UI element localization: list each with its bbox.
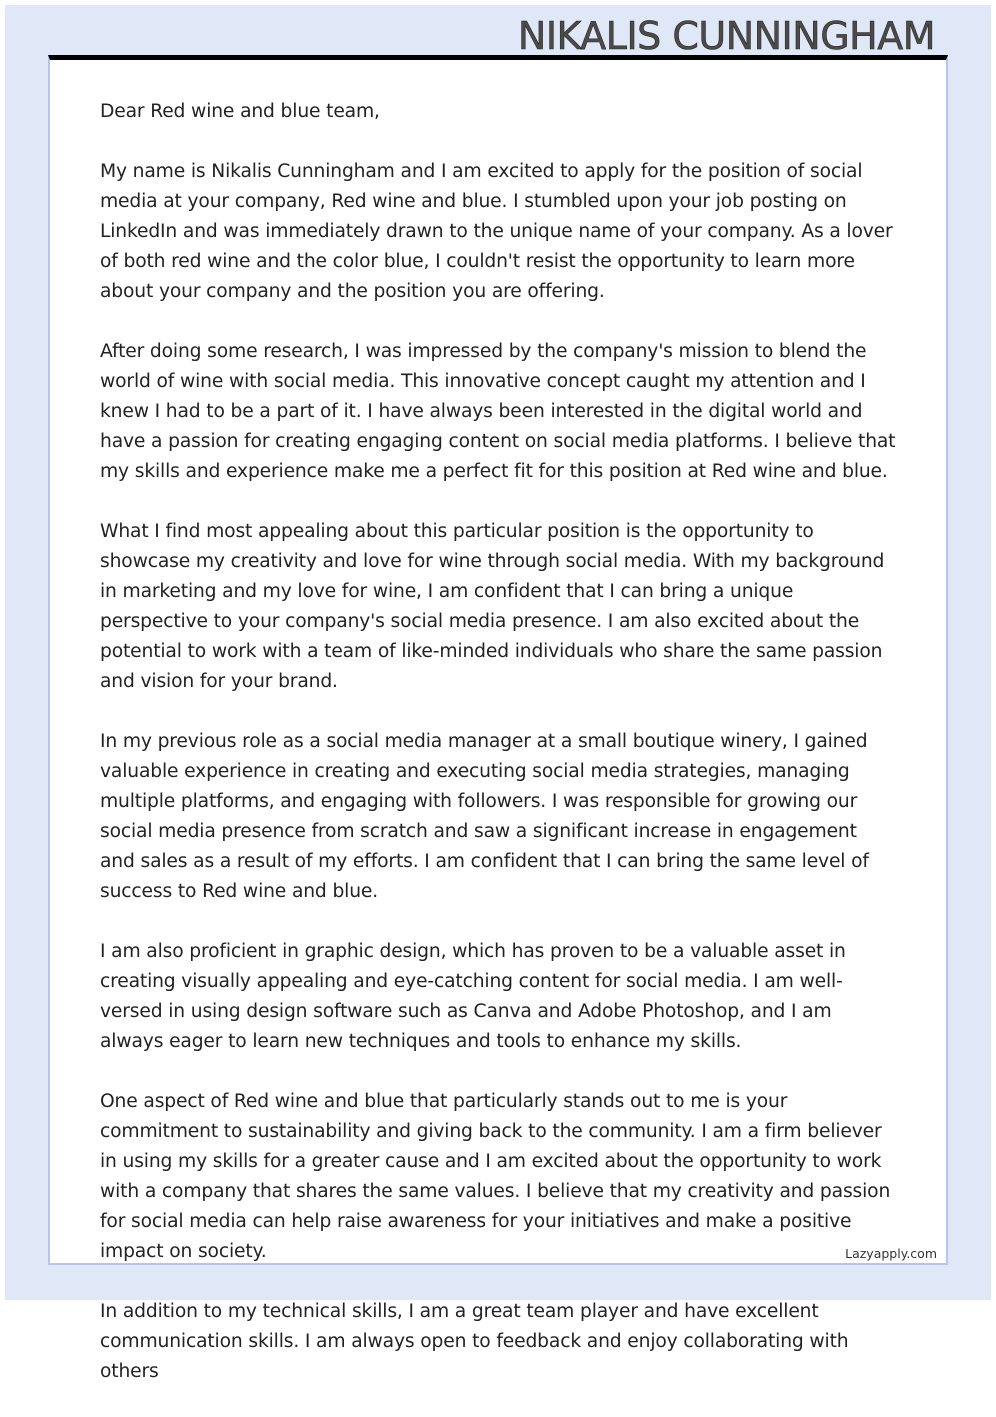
applicant-name-heading: NIKALIS CUNNINGHAM [517, 14, 935, 58]
letter-paragraph-appeal: What I find most appealing about this particular position is the opportunity to showcase my creativity and love for wine through social media. With my background in marketing and my love for wine, I am confident that I can bring a unique perspective to your company's social media presence. I am also excited about the potential to work with a team of like-minded individuals who share the same passion and vision for your brand. [100, 521, 885, 692]
letter-paragraph-intro: My name is Nikalis Cunningham and I am excited to apply for the position of social media at your company, Red wine and blue. I stumbled upon your job posting on LinkedIn and was immediately drawn to the unique name of your company. As a lover of both red wine and the color blue, I couldn't resist the opportunity to learn more about your company and the position you are offering. [100, 161, 893, 302]
letter-paragraph-teamwork: In addition to my technical skills, I am a great team player and have excellent communication skills. I am always open to feedback and enjoy collaborating with others [100, 1301, 849, 1382]
letter-paragraph-research: After doing some research, I was impressed by the company's mission to blend the world of wine with social media. This innovative concept caught my attention and I knew I had to be a part of it. I have always been interested in the digital world and have a passion for creating engaging content on social media platforms. I believe that my skills and experience make me a perfect fit for this position at Red wine and blue. [100, 341, 896, 482]
letter-paragraph-design-skills: I am also proficient in graphic design, which has proven to be a valuable asset in creating visually appealing and eye-catching content for social media. I am well-versed in using design software such as Canva and Adobe Photoshop, and I am always eager to learn new techniques and tools to enhance my skills. [100, 941, 846, 1052]
lazyapply-watermark: Lazyapply.com [845, 1246, 937, 1261]
letter-paragraph-sustainability: One aspect of Red wine and blue that particularly stands out to me is your commitment to sustainability and giving back to the community. I am a firm believer in using my skills for a greater cause and I am excited about the opportunity to work with a company that shares the same values. I believe that my creativity and passion for social media can help raise awareness for your initiatives and make a positive impact on society. [100, 1091, 891, 1262]
letter-paragraph-experience: In my previous role as a social media manager at a small boutique winery, I gained valuable experience in creating and executing social media strategies, managing multiple platforms, and engaging with followers. I was responsible for growing our social media presence from scratch and saw a significant increase in engagement and sales as a result of my efforts. I am confident that I can bring the same level of success to Red wine and blue. [100, 731, 869, 902]
cover-letter-body [100, 97, 896, 1417]
letter-greeting: Dear Red wine and blue team, [100, 101, 380, 122]
